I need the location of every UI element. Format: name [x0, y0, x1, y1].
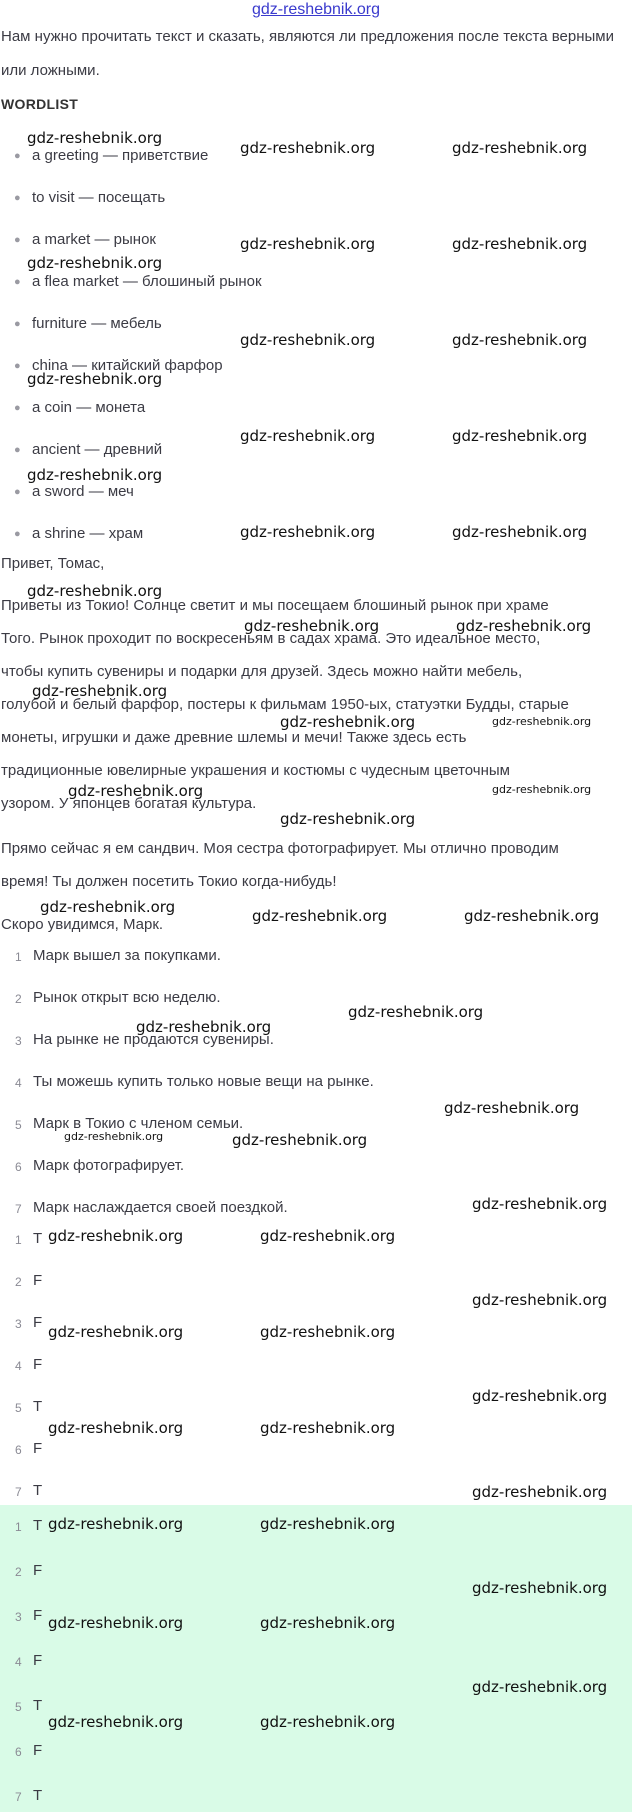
- letter-line: Привет, Томас,: [1, 555, 105, 572]
- wordlist-item-text: furniture — мебель: [32, 315, 162, 332]
- watermark: gdz-reshebnik.org: [260, 1614, 396, 1632]
- watermark: gdz-reshebnik.org: [456, 617, 592, 635]
- item-number: 3: [15, 1034, 22, 1048]
- watermark: gdz-reshebnik.org: [452, 331, 588, 349]
- watermark: gdz-reshebnik.org: [48, 1227, 184, 1245]
- answer-value: F: [33, 1607, 43, 1624]
- letter-line: монеты, игрушки и даже древние шлемы и мечи! Также здесь есть: [1, 729, 467, 746]
- letter-line: традиционные ювелирные украшения и костюмы с чудесным цветочным: [1, 762, 510, 779]
- wordlist-item-text: a coin — монета: [32, 399, 146, 416]
- watermark: gdz-reshebnik.org: [452, 523, 588, 541]
- statement-text: Марк наслаждается своей поездкой.: [33, 1199, 288, 1216]
- list-item: [0, 1652, 632, 1676]
- bullet-icon: ●: [14, 318, 21, 330]
- wordlist-item-text: to visit — посещать: [32, 189, 166, 206]
- watermark: gdz-reshebnik.org: [260, 1713, 396, 1731]
- letter-line: Прямо сейчас я ем сандвич. Моя сестра фотографирует. Мы отлично проводим: [1, 840, 559, 857]
- watermark: gdz-reshebnik.org: [492, 783, 592, 796]
- watermark: gdz-reshebnik.org: [464, 907, 600, 925]
- watermark: gdz-reshebnik.org: [240, 523, 376, 541]
- answer-value: T: [33, 1398, 43, 1415]
- watermark: gdz-reshebnik.org: [260, 1515, 396, 1533]
- watermark: gdz-reshebnik.org: [48, 1323, 184, 1341]
- answer-value: T: [33, 1697, 43, 1714]
- watermark: gdz-reshebnik.org: [27, 466, 163, 484]
- item-number: 6: [15, 1745, 22, 1759]
- letter-line: узором. У японцев богатая культура.: [1, 795, 257, 812]
- item-number: 4: [15, 1655, 22, 1669]
- statement-text: Марк фотографирует.: [33, 1157, 185, 1174]
- list-item: [0, 1356, 632, 1380]
- watermark: gdz-reshebnik.org: [280, 713, 416, 731]
- item-number: 4: [15, 1076, 22, 1090]
- watermark: gdz-reshebnik.org: [27, 254, 163, 272]
- bullet-icon: ●: [14, 192, 21, 204]
- item-number: 3: [15, 1610, 22, 1624]
- item-number: 1: [15, 950, 22, 964]
- item-number: 1: [15, 1233, 22, 1247]
- letter-line: чтобы купить сувениры и подарки для друзей. Здесь можно найти мебель,: [1, 663, 523, 680]
- item-number: 7: [15, 1202, 22, 1216]
- watermark: gdz-reshebnik.org: [48, 1713, 184, 1731]
- statement-text: На рынке не продаются сувениры.: [33, 1031, 274, 1048]
- watermark: gdz-reshebnik.org: [472, 1483, 608, 1501]
- answer-value: F: [33, 1314, 43, 1331]
- watermark: gdz-reshebnik.org: [280, 810, 416, 828]
- bullet-icon: ●: [14, 402, 21, 414]
- letter-signature: Скоро увидимся, Марк.: [1, 916, 164, 933]
- answer-value: F: [33, 1440, 43, 1457]
- answer-value: T: [33, 1230, 43, 1247]
- watermark: gdz-reshebnik.org: [232, 1131, 368, 1149]
- wordlist-heading: WORDLIST: [1, 96, 79, 112]
- answer-value: T: [33, 1787, 43, 1804]
- item-number: 1: [15, 1520, 22, 1534]
- watermark: gdz-reshebnik.org: [27, 582, 163, 600]
- watermark: gdz-reshebnik.org: [452, 235, 588, 253]
- watermark: gdz-reshebnik.org: [444, 1099, 580, 1117]
- statement-text: Ты можешь купить только новые вещи на рынке.: [33, 1073, 374, 1090]
- bullet-icon: ●: [14, 276, 21, 288]
- answer-value: F: [33, 1356, 43, 1373]
- list-item: [0, 1787, 632, 1811]
- bullet-icon: ●: [14, 360, 21, 372]
- list-item: [0, 1031, 632, 1055]
- item-number: 5: [15, 1401, 22, 1415]
- wordlist-item-text: a greeting — приветствие: [32, 147, 209, 164]
- answer-value: F: [33, 1742, 43, 1759]
- watermark: gdz-reshebnik.org: [260, 1419, 396, 1437]
- wordlist-item-text: a sword — меч: [32, 483, 134, 500]
- correct-answers-panel: [0, 1505, 632, 1812]
- watermark: gdz-reshebnik.org: [472, 1387, 608, 1405]
- watermark: gdz-reshebnik.org: [240, 139, 376, 157]
- watermark: gdz-reshebnik.org: [68, 782, 204, 800]
- list-item: [0, 1157, 632, 1181]
- watermark: gdz-reshebnik.org: [240, 235, 376, 253]
- wordlist-item-text: ancient — древний: [32, 441, 163, 458]
- watermark: gdz-reshebnik.org: [472, 1678, 608, 1696]
- item-number: 2: [15, 1275, 22, 1289]
- bullet-icon: ●: [14, 444, 21, 456]
- watermark: gdz-reshebnik.org: [472, 1195, 608, 1213]
- item-number: 5: [15, 1118, 22, 1132]
- item-number: 6: [15, 1443, 22, 1457]
- wordlist-item-text: china — китайский фарфор: [32, 357, 223, 374]
- watermark: gdz-reshebnik.org: [27, 129, 163, 147]
- list-item: [0, 1073, 632, 1097]
- watermark: gdz-reshebnik.org: [452, 139, 588, 157]
- bullet-icon: ●: [14, 234, 21, 246]
- answer-value: F: [33, 1652, 43, 1669]
- watermark: gdz-reshebnik.org: [32, 682, 168, 700]
- watermark: gdz-reshebnik.org: [472, 1579, 608, 1597]
- watermark: gdz-reshebnik.org: [452, 427, 588, 445]
- letter-line: Того. Рынок проходит по воскресеньям в садах храма. Это идеальное место,: [1, 630, 541, 647]
- watermark: gdz-reshebnik.org: [240, 331, 376, 349]
- answer-value: F: [33, 1272, 43, 1289]
- statement-text: Марк вышел за покупками.: [33, 947, 221, 964]
- item-number: 3: [15, 1317, 22, 1331]
- watermark: gdz-reshebnik.org: [348, 1003, 484, 1021]
- letter-line: голубой и белый фарфор, постеры к фильмам 1950-ых, статуэтки Будды, старые: [1, 696, 569, 713]
- bullet-icon: ●: [14, 150, 21, 162]
- statement-text: Марк в Токио с членом семьи.: [33, 1115, 244, 1132]
- watermark: gdz-reshebnik.org: [40, 898, 176, 916]
- item-number: 2: [15, 1565, 22, 1579]
- list-item: [0, 1440, 632, 1464]
- item-number: 7: [15, 1790, 22, 1804]
- wordlist-item-text: a market — рынок: [32, 231, 156, 248]
- watermark: gdz-reshebnik.org: [244, 617, 380, 635]
- statement-text: Рынок открыт всю неделю.: [33, 989, 221, 1006]
- bullet-icon: ●: [14, 528, 21, 540]
- watermark: gdz-reshebnik.org: [48, 1515, 184, 1533]
- intro-text: Нам нужно прочитать текст и сказать, являются ли предложения после текста верными или ложными.: [1, 28, 614, 79]
- bullet-icon: ●: [14, 486, 21, 498]
- watermark: gdz-reshebnik.org: [260, 1227, 396, 1245]
- item-number: 2: [15, 992, 22, 1006]
- item-number: 5: [15, 1700, 22, 1714]
- answer-value: T: [33, 1517, 43, 1534]
- answer-value: F: [33, 1562, 43, 1579]
- letter-line: Приветы из Токио! Солнце светит и мы посещаем блошиный рынок при храме: [1, 597, 549, 614]
- watermark: gdz-reshebnik.org: [240, 427, 376, 445]
- watermark: gdz-reshebnik.org: [136, 1018, 272, 1036]
- watermark: gdz-reshebnik.org: [64, 1130, 164, 1143]
- answer-value: T: [33, 1482, 43, 1499]
- wordlist-item-text: a shrine — храм: [32, 525, 144, 542]
- list-item: [0, 947, 632, 971]
- watermark: gdz-reshebnik.org: [27, 370, 163, 388]
- watermark: gdz-reshebnik.org: [252, 907, 388, 925]
- item-number: 7: [15, 1485, 22, 1499]
- list-item: [0, 989, 632, 1013]
- watermark: gdz-reshebnik.org: [260, 1323, 396, 1341]
- list-item: [0, 1742, 632, 1766]
- site-title[interactable]: gdz-reshebnik.org: [251, 1, 381, 18]
- item-number: 6: [15, 1160, 22, 1174]
- wordlist-item-text: a flea market — блошиный рынок: [32, 273, 262, 290]
- watermark: gdz-reshebnik.org: [472, 1291, 608, 1309]
- watermark: gdz-reshebnik.org: [492, 715, 592, 728]
- item-number: 4: [15, 1359, 22, 1373]
- watermark: gdz-reshebnik.org: [48, 1419, 184, 1437]
- letter-line: время! Ты должен посетить Токио когда-нибудь!: [1, 873, 337, 890]
- watermark: gdz-reshebnik.org: [48, 1614, 184, 1632]
